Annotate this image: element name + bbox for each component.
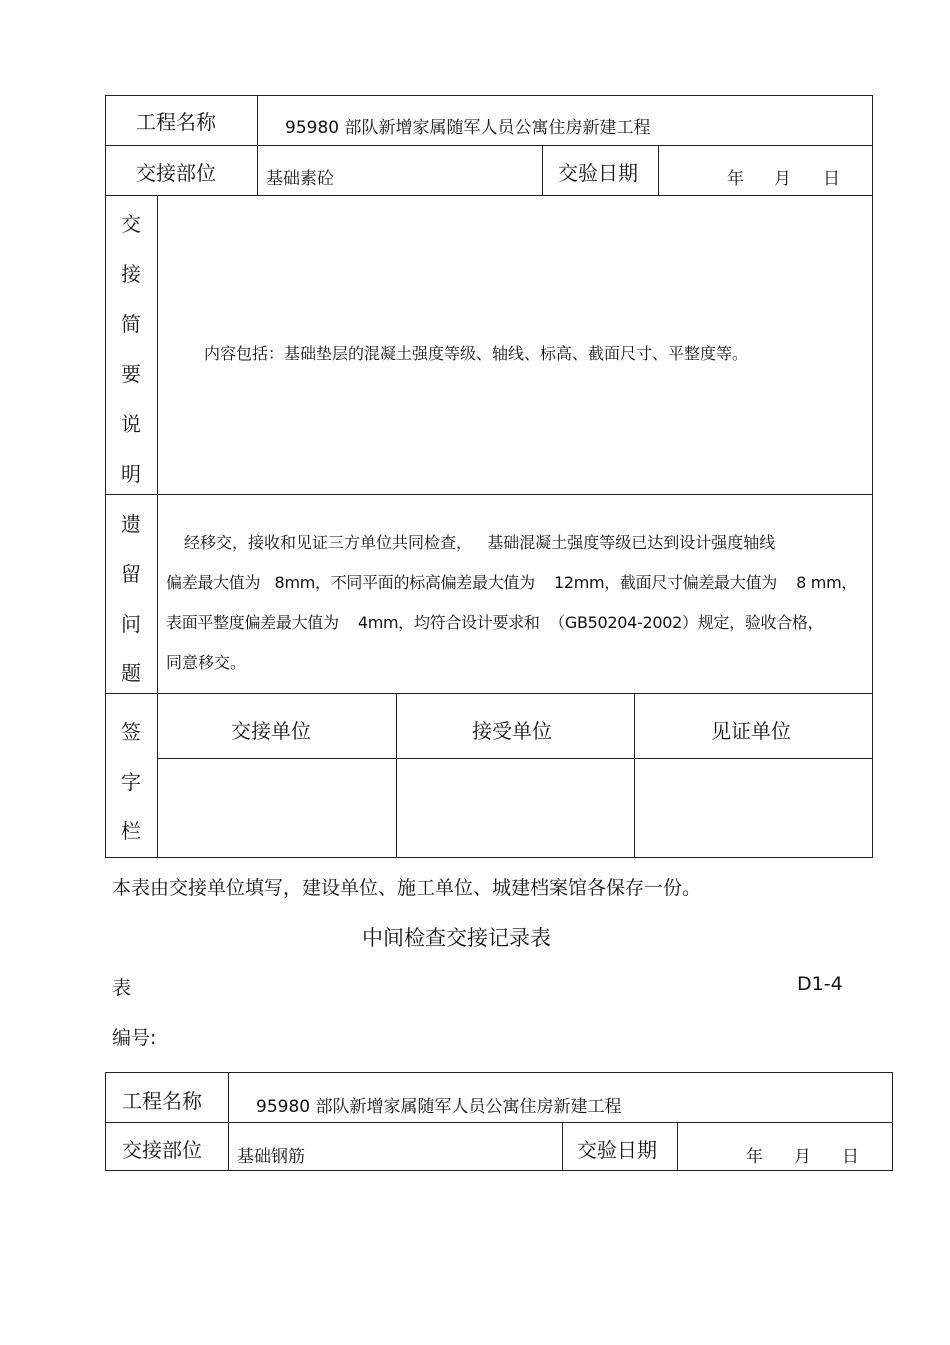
inspection-date-label: 交验日期 — [558, 161, 638, 185]
summary-label-char: 说 — [121, 412, 141, 436]
summary-label-char: 简 — [121, 312, 141, 336]
sign-label-char: 栏 — [121, 819, 141, 843]
serial-number-label: 编号: — [112, 1027, 157, 1049]
table-border — [872, 95, 873, 858]
table-border — [105, 95, 106, 858]
form-title: 中间检查交接记录表 — [362, 926, 551, 950]
handover-part-label: 交接部位 — [122, 1138, 202, 1162]
date-day: 日 — [823, 169, 840, 189]
summary-label-char: 交 — [121, 212, 141, 236]
sign-receiving-unit: 接受单位 — [472, 719, 552, 743]
sign-handover-unit: 交接单位 — [231, 719, 311, 743]
table-rule — [677, 1122, 678, 1171]
table-code: D1-4 — [797, 973, 843, 995]
table-rule — [542, 145, 543, 195]
table-rule — [105, 1122, 893, 1123]
table-border — [105, 857, 873, 858]
summary-text: 内容包括：基础垫层的混凝土强度等级、轴线、标高、截面尺寸、平整度等。 — [204, 344, 749, 363]
summary-label-char: 明 — [121, 462, 141, 486]
table-border — [105, 1072, 893, 1073]
table-rule — [105, 195, 873, 196]
summary-label-char: 接 — [121, 262, 141, 286]
project-name-label: 工程名称 — [136, 110, 216, 134]
table-border — [105, 95, 873, 96]
issues-line: 经移交，接收和见证三方单位共同检查， 基础混凝土强度等级已达到设计强度轴线 — [184, 533, 776, 552]
date-month: 月 — [774, 169, 791, 189]
handover-part-value: 基础素砼 — [266, 169, 334, 189]
receiving-unit-signature-cell[interactable] — [397, 759, 634, 857]
sign-label-char: 签 — [121, 720, 141, 744]
summary-label-char: 要 — [121, 362, 141, 386]
issues-line: 同意移交。 — [166, 653, 247, 672]
sign-label-char: 字 — [121, 770, 141, 794]
date-year: 年 — [727, 169, 744, 189]
table-rule — [228, 1072, 229, 1171]
table-rule — [257, 95, 258, 195]
sign-witness-unit: 见证单位 — [711, 719, 791, 743]
table-rule — [105, 494, 873, 495]
handover-unit-signature-cell[interactable] — [158, 759, 396, 857]
date-day: 日 — [842, 1147, 859, 1167]
date-year: 年 — [746, 1147, 763, 1167]
issues-label-char: 留 — [121, 562, 141, 586]
retention-note: 本表由交接单位填写，建设单位、施工单位、城建档案馆各保存一份。 — [112, 877, 702, 899]
table-rule — [105, 145, 873, 146]
table-border — [105, 1170, 893, 1171]
project-name-label: 工程名称 — [122, 1089, 202, 1113]
issues-line: 偏差最大值为 8mm，不同平面的标高偏差最大值为 12mm，截面尺寸偏差最大值为 8 mm， — [166, 573, 858, 592]
table-rule — [658, 145, 659, 195]
table-rule — [562, 1122, 563, 1171]
issues-line: 表面平整度偏差最大值为 4mm，均符合设计要求和 （GB50204-2002）规定，验收合格， — [166, 613, 824, 632]
project-name-value: 95980 部队新增家属随军人员公寓住房新建工程 — [256, 1097, 622, 1117]
date-month: 月 — [794, 1147, 811, 1167]
handover-part-label: 交接部位 — [136, 161, 216, 185]
table-border — [892, 1072, 893, 1171]
handover-part-value: 基础钢筋 — [237, 1147, 305, 1167]
table-border — [105, 1072, 106, 1171]
issues-label-char: 问 — [121, 612, 141, 636]
issues-label-char: 题 — [121, 661, 141, 685]
table-label: 表 — [112, 977, 132, 999]
witness-unit-signature-cell[interactable] — [635, 759, 872, 857]
issues-label-char: 遗 — [121, 512, 141, 536]
table-rule — [105, 693, 873, 694]
project-name-value: 95980 部队新增家属随军人员公寓住房新建工程 — [285, 118, 651, 138]
inspection-date-label: 交验日期 — [577, 1138, 657, 1162]
